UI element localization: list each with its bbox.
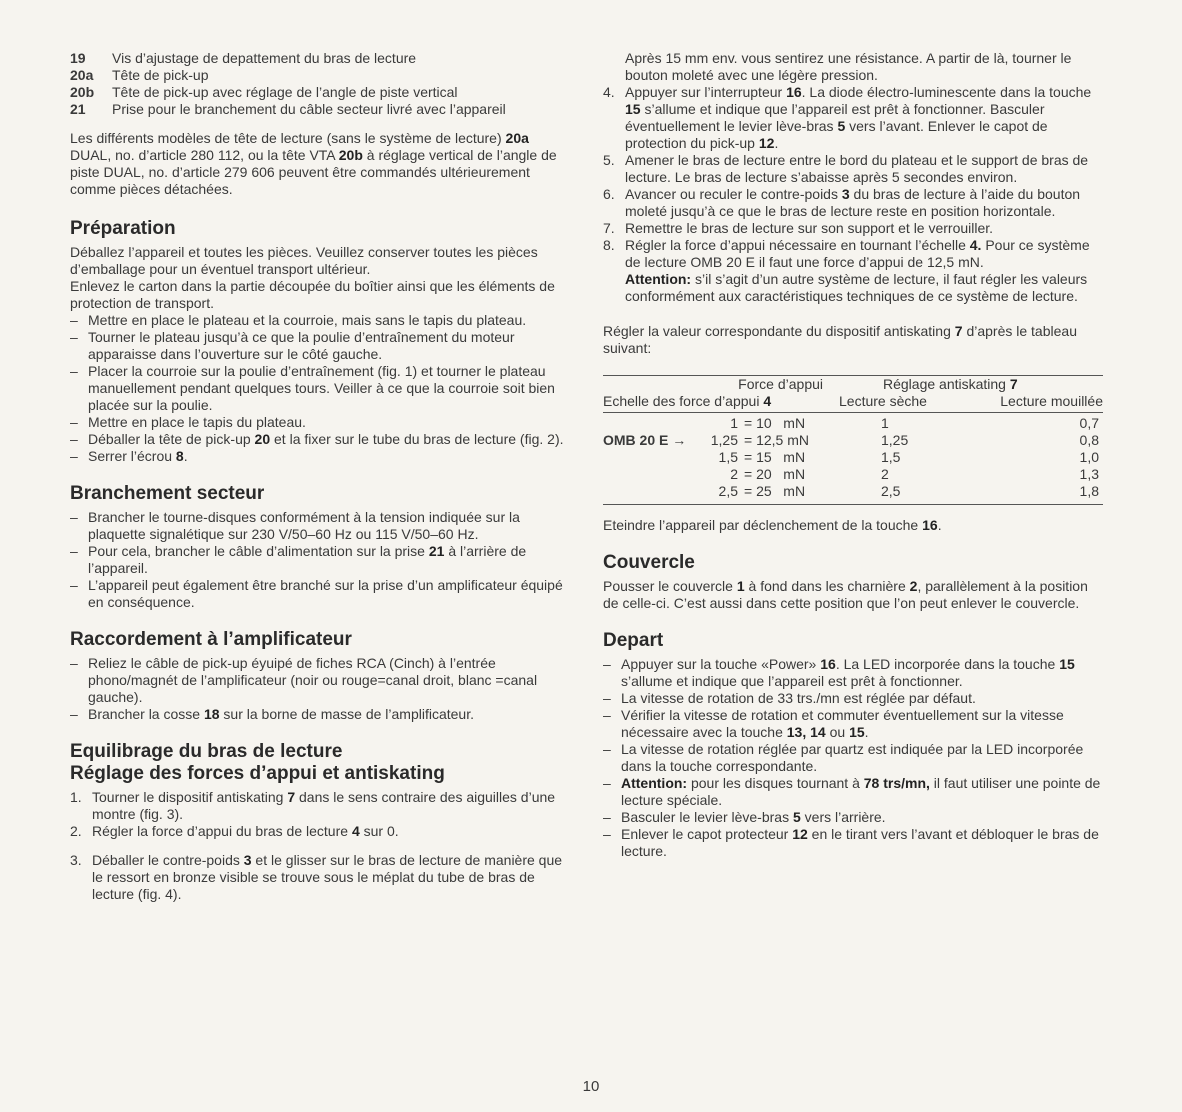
page-number: 10 — [582, 1078, 600, 1095]
table-row: 1,5 = 15 mN 1,5 1,0 — [718, 449, 1099, 465]
equilibrage-steps — [70, 789, 570, 903]
table-row: OMB 20 E → 1,25 = 12,5 mN 1,25 0,8 — [603, 432, 1099, 448]
list-item: – Placer la courroie sur la poulie d’entraînement (fig. 1) et tourner le plateau manuellement pendant quelques tours. Veiller à ce que la courroie soit bien placée sur la poulie. — [70, 363, 555, 413]
table-header-cell: Lecture sèche — [839, 393, 927, 409]
step-item: 8. Régler la force d’appui nécessaire en tournant l’échelle 4. Pour ce système de lecture OMB 20 E il faut une force d’appui de 12,5 mN. Attention: s’il s’agit d’un autre système de lecture, il faut régler les valeurs conformément aux caractéristiques techniques de ce système de lecture. — [603, 237, 1090, 304]
section-title-equilibrage: Equilibrage du bras de lecture — [70, 741, 343, 762]
list-item: – La vitesse de rotation réglée par quartz est indiquée par la LED incorporée dans la touche correspondante. — [603, 741, 1084, 774]
step-item: 4. Appuyer sur l’interrupteur 16. La diode électro-luminescente dans la touche 15 s’allume et indique que l’appareil est prêt à fonctionner. Basculer éventuellement le levier lève-bras 5 vers l’avant. Enlever le capot de protection du pick-up 12. — [603, 84, 1092, 151]
list-item: – Brancher la cosse 18 sur la borne de masse de l’amplificateur. — [70, 706, 474, 722]
table-body — [603, 413, 1103, 504]
table-header — [603, 393, 1103, 413]
table-header — [603, 376, 1103, 393]
table-header-cell: Force d’appui — [738, 376, 823, 392]
list-item: – Mettre en place le plateau et la courroie, mais sans le tapis du plateau. — [70, 312, 527, 328]
preparation-list — [70, 312, 570, 465]
section-title-couvercle: Couvercle — [603, 552, 695, 573]
list-item: – Tourner le plateau jusqu’à ce que la poulie d’entraînement du moteur apparaisse dans l’ouverture sur le côté gauche. — [70, 329, 515, 362]
couvercle-paragraph: Pousser le couvercle 1 à fond dans les charnière 2, parallèlement à la position de celle-ci. C’est aussi dans cette position que l’on peut enlever le couvercle. — [603, 578, 1088, 611]
step-continuation: Après 15 mm env. vous sentirez une résistance. A partir de là, tourner le bouton moleté avec une légère pression. — [625, 50, 1072, 83]
antiskating-paragraph: Régler la valeur correspondante du dispositif antiskating 7 d’après le tableau suivant: — [603, 323, 1077, 356]
index-item: 20a Tête de pick-up — [70, 67, 209, 83]
list-item: – Vérifier la vitesse de rotation et commuter éventuellement sur la vitesse nécessaire avec la touche 13, 14 ou 15. — [603, 707, 1064, 740]
parts-index — [70, 50, 570, 118]
list-item: – Serrer l’écrou 8. — [70, 448, 188, 464]
preparation-paragraph: Déballez l’appareil et toutes les pièces. Veuillez conserver toutes les pièces d’emballage pour un éventuel transport ultérieur. — [70, 244, 538, 277]
table-header-cell: Réglage antiskating 7 — [883, 376, 1018, 392]
list-item: – Appuyer sur la touche «Power» 16. La LED incorporée dans la touche 15 s’allume et indique que l’appareil est prêt à fonctionner. — [603, 656, 1075, 689]
step-item: 5. Amener le bras de lecture entre le bord du plateau et le support de bras de lecture. Le bras de lecture s’abaisse après 5 secondes environ. — [603, 152, 1089, 185]
list-item: – Brancher le tourne-disques conformément à la tension indiquée sur la plaquette signalétique sur 230 V/50–60 Hz ou 115 V/50–60 Hz. — [70, 509, 520, 542]
preparation-paragraph: Enlevez le carton dans la partie découpée du boîtier ainsi que les éléments de protection de transport. — [70, 278, 555, 311]
step-item: 7. Remettre le bras de lecture sur son support et le verrouiller. — [603, 220, 994, 236]
raccordement-list — [70, 655, 570, 723]
intro-paragraph: Les différents modèles de tête de lecture (sans le système de lecture) 20a DUAL, no. d’article 280 112, ou la tête VTA 20b à réglage vertical de l’angle de piste DUAL, no. d’article 279 606 peuvent être commandés ultérieurement comme pièces détachées. — [70, 130, 557, 197]
step-item: 2. Régler la force d’appui du bras de lecture 4 sur 0. — [70, 823, 399, 839]
list-item: – Mettre en place le tapis du plateau. — [70, 414, 306, 430]
list-item: – Attention: pour les disques tournant à 78 trs/mn, il faut utiliser une pointe de lecture spéciale. — [603, 775, 1101, 808]
index-item: 19 Vis d’ajustage de depattement du bras de lecture — [70, 50, 417, 66]
antiskating-table — [603, 375, 1103, 505]
table-row: 2,5 = 25 mN 2,5 1,8 — [718, 483, 1099, 499]
index-item: 20b Tête de pick-up avec réglage de l’angle de piste vertical — [70, 84, 458, 100]
left-column — [70, 50, 570, 903]
list-item: – Pour cela, brancher le câble d’alimentation sur la prise 21 à l’arrière de l’appareil. — [70, 543, 527, 576]
section-title-branchement: Branchement secteur — [70, 483, 265, 504]
table-header-cell: Echelle des force d’appui 4 — [603, 393, 772, 409]
list-item: – Enlever le capot protecteur 12 en le tirant vers l’avant et débloquer le bras de lecture. — [603, 826, 1099, 859]
right-column — [603, 50, 1103, 860]
section-title-depart: Depart — [603, 630, 664, 651]
list-item: – Basculer le levier lève-bras 5 vers l’arrière. — [603, 809, 886, 825]
table-row: 1 = 10 mN 1 0,7 — [730, 415, 1099, 431]
section-title-raccordement: Raccordement à l’amplificateur — [70, 629, 352, 650]
list-item: – Reliez le câble de pick-up éyuipé de fiches RCA (Cinch) à l’entrée phono/magnét de l’amplificateur (noir ou rouge=canal droit, blanc =canal gauche). — [70, 655, 538, 705]
list-item: – L’appareil peut également être branché sur la prise d’un amplificateur équipé en conséquence. — [70, 577, 563, 610]
section-title-preparation: Préparation — [70, 218, 176, 239]
step-item: 6. Avancer ou reculer le contre-poids 3 du bras de lecture à l’aide du bouton moleté jusqu’à ce que le bras de lecture reste en position horizontale. — [603, 186, 1081, 219]
step-item: 3. Déballer le contre-poids 3 et le glisser sur le bras de lecture de manière que le ressort en bronze visible se trouve sous le méplat du tube de bras de lecture (fig. 4). — [70, 852, 563, 902]
table-row: 2 = 20 mN 2 1,3 — [730, 466, 1099, 482]
eteindre-paragraph: Eteindre l’appareil par déclenchement de la touche 16. — [603, 517, 942, 533]
list-item: – Déballer la tête de pick-up 20 et la fixer sur le tube du bras de lecture (fig. 2). — [70, 431, 564, 447]
list-item: – La vitesse de rotation de 33 trs./mn est réglée par défaut. — [603, 690, 976, 706]
step-item: 1. Tourner le dispositif antiskating 7 dans le sens contraire des aiguilles d’une montre (fig. 3). — [70, 789, 556, 822]
table-header-cell: Lecture mouillée — [1000, 393, 1103, 409]
branchement-list — [70, 509, 570, 611]
section-subtitle-reglage: Réglage des forces d’appui et antiskating — [70, 763, 445, 784]
index-item: 21 Prise pour le branchement du câble secteur livré avec l’appareil — [70, 101, 506, 117]
depart-list — [603, 656, 1103, 860]
